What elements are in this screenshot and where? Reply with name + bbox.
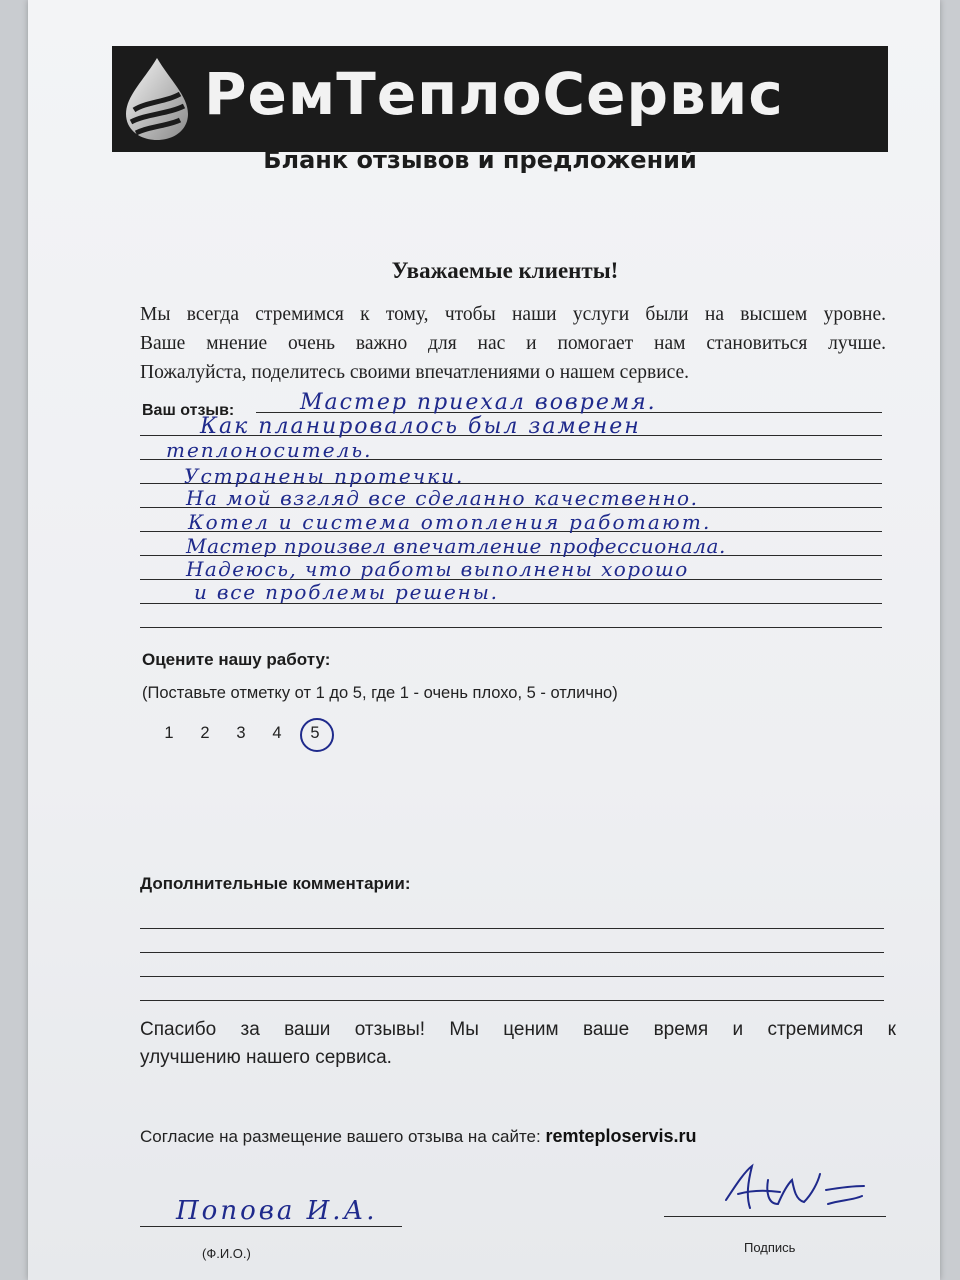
rating-option-3[interactable]: 3 bbox=[236, 724, 246, 742]
selected-rating-circle bbox=[300, 718, 334, 752]
intro-line: Мы всегда стремимся к тому, чтобы наши услуги были на высшем уровне. bbox=[140, 304, 886, 325]
logo-banner bbox=[112, 46, 888, 152]
comment-line[interactable] bbox=[140, 952, 884, 953]
review-text-line: теплоноситель. bbox=[166, 438, 373, 462]
rating-option-2[interactable]: 2 bbox=[200, 724, 210, 742]
comments-heading: Дополнительные комментарии: bbox=[140, 874, 411, 893]
review-text-line: Надеюсь, что работы выполнены хорошо bbox=[186, 557, 689, 581]
signature-line[interactable] bbox=[664, 1216, 886, 1217]
rating-heading: Оцените нашу работу: bbox=[142, 650, 331, 669]
thanks-line: Спасибо за ваши отзывы! Мы ценим ваше время и стремимся к bbox=[140, 1019, 896, 1040]
form-title: Бланк отзывов и предложений bbox=[263, 146, 697, 174]
feedback-form-sheet bbox=[28, 0, 940, 1280]
consent-text bbox=[140, 1126, 697, 1147]
review-text-line: На мой взгляд все сделанно качественно. bbox=[186, 486, 699, 510]
intro-line: Пожалуйста, поделитесь своими впечатлениями о нашем сервисе. bbox=[140, 362, 690, 383]
review-line bbox=[140, 627, 882, 628]
rating-option-5[interactable]: 5 bbox=[310, 724, 320, 742]
review-text-line: Как планировалось был заменен bbox=[200, 414, 641, 439]
review-text-line: и все проблемы решены. bbox=[194, 580, 499, 604]
review-text-line: Котел и система отопления работают. bbox=[188, 510, 712, 534]
thanks-text bbox=[140, 1016, 896, 1072]
comment-line[interactable] bbox=[140, 928, 884, 929]
review-label: Ваш отзыв: bbox=[142, 402, 235, 419]
intro-line: Ваше мнение очень важно для нас и помогает нам становиться лучше. bbox=[140, 333, 886, 354]
intro-text bbox=[140, 300, 886, 387]
flame-drop-icon bbox=[122, 56, 192, 142]
logo-text: РемТеплоСервис bbox=[204, 60, 784, 128]
signature-scribble bbox=[708, 1160, 868, 1220]
fio-label: (Ф.И.О.) bbox=[202, 1246, 251, 1261]
comment-line[interactable] bbox=[140, 1000, 884, 1001]
site-link[interactable]: remteploservis.ru bbox=[545, 1126, 697, 1146]
rating-hint: (Поставьте отметку от 1 до 5, где 1 - очень плохо, 5 - отлично) bbox=[142, 684, 618, 702]
greeting-heading: Уважаемые клиенты! bbox=[391, 258, 619, 283]
rating-option-1[interactable]: 1 bbox=[164, 724, 174, 742]
signature-label: Подпись bbox=[744, 1240, 796, 1255]
review-text-line: Устранены протечки. bbox=[184, 464, 465, 488]
comment-line[interactable] bbox=[140, 976, 884, 977]
consent-label: Согласие на размещение вашего отзыва на сайте: bbox=[140, 1127, 541, 1146]
review-text-line: Мастер приехал вовремя. bbox=[300, 390, 657, 415]
rating-option-4[interactable]: 4 bbox=[272, 724, 282, 742]
thanks-line: улучшению нашего сервиса. bbox=[140, 1047, 392, 1068]
review-text-line: Мастер произвел впечатление профессионала. bbox=[186, 534, 727, 558]
fio-handwritten: Попова И.А. bbox=[176, 1196, 378, 1226]
fio-line[interactable] bbox=[140, 1226, 402, 1227]
